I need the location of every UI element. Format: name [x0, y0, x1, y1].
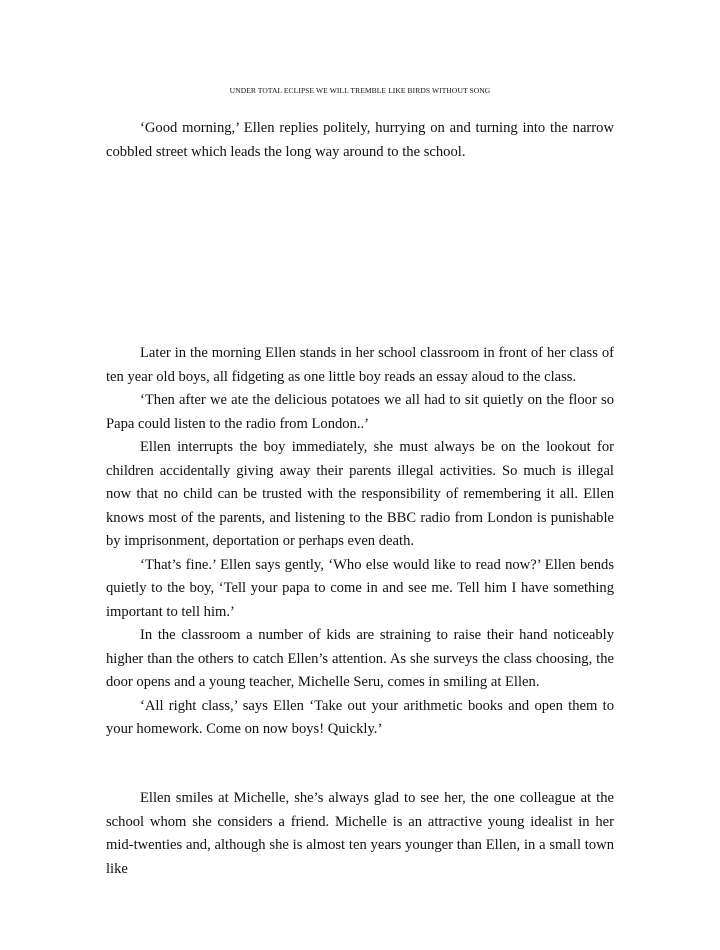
paragraph: Later in the morning Ellen stands in her school classroom in front of her class of ten year old boys, all fidgeting as one little boy reads an essay aloud to the class.	[106, 345, 614, 385]
text-section-2	[106, 342, 614, 742]
running-head: UNDER TOTAL ECLIPSE WE WILL TREMBLE LIKE BIRDS WITHOUT SONG	[229, 86, 491, 95]
paragraph: ‘All right class,’ says Ellen ‘Take out your arithmetic books and open them to your homework. Come on now boys! Quickly.’	[106, 697, 614, 737]
paragraph: Ellen interrupts the boy immediately, she must always be on the lookout for children accidentally giving away their parents illegal activities. So much is illegal now that no child can be trusted with the responsibility of remembering it all. Ellen knows most of the parents, and listening to the BBC radio from London is punishable by imprisonment, deportation or perhaps even death.	[106, 439, 614, 549]
paragraph: ‘That’s fine.’ Ellen says gently, ‘Who else would like to read now?’ Ellen bends quietly to the boy, ‘Tell your papa to come in and see me. Tell him I have something important to tell him.’	[106, 556, 614, 620]
paragraph: Ellen smiles at Michelle, she’s always glad to see her, the one colleague at the school whom she considers a friend. Michelle is an attractive young idealist in her mid-twenties and, although she is almost ten years younger than Ellen, in a small town like	[106, 790, 614, 877]
text-section-1	[106, 117, 614, 164]
text-section-3	[106, 787, 614, 881]
paragraph: ‘Then after we ate the delicious potatoes we all had to sit quietly on the floor so Papa could listen to the radio from London..’	[106, 392, 614, 432]
paragraph: ‘Good morning,’ Ellen replies politely, hurrying on and turning into the narrow cobbled street which leads the long way around to the school.	[106, 120, 614, 160]
paragraph: In the classroom a number of kids are straining to raise their hand noticeably higher than the others to catch Ellen’s attention. As she surveys the class choosing, the door opens and a young teacher, Michelle Seru, comes in smiling at Ellen.	[106, 627, 614, 690]
